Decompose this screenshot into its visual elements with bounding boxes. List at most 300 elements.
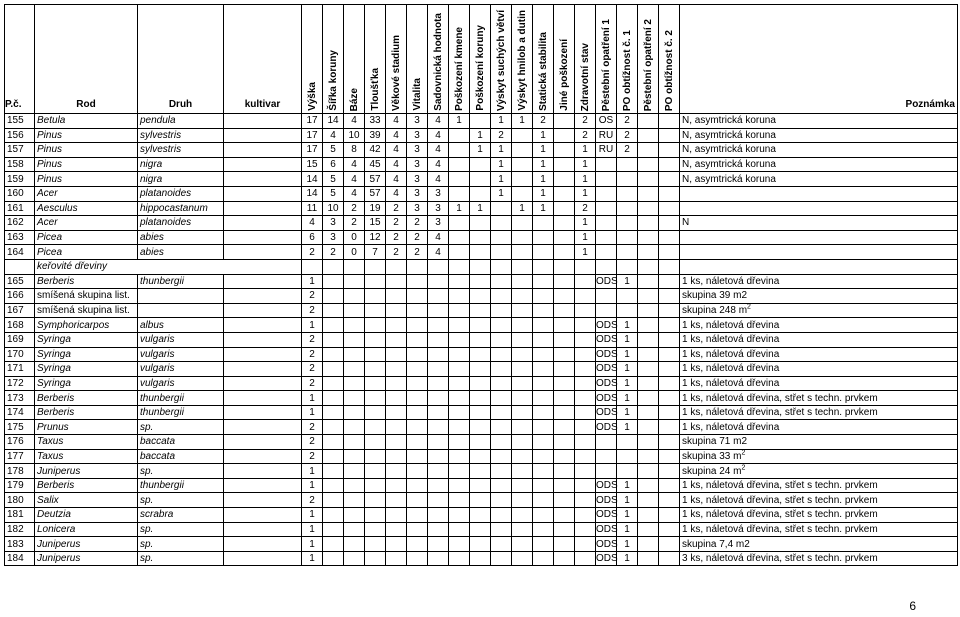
header-metric-label: Statická stabilita	[537, 32, 549, 111]
cell-metric	[428, 274, 449, 289]
header-metric-label: Pěstební opatření 2	[642, 18, 654, 111]
cell-metric	[554, 376, 575, 391]
cell-metric: 4	[323, 128, 344, 143]
cell-metric	[491, 245, 512, 260]
header-metric-label: Poškození kmene	[453, 27, 465, 111]
cell-metric: ODS	[596, 407, 618, 419]
cell-note	[680, 332, 958, 347]
cell-metric	[344, 420, 365, 435]
cell-metric	[638, 216, 659, 231]
cell-metric: 2	[386, 245, 407, 260]
header-metric	[533, 5, 554, 114]
cell-metric	[344, 362, 365, 377]
cell-metric: 2	[617, 114, 638, 129]
cell-metric	[659, 464, 680, 479]
cell-metric: 4	[386, 186, 407, 201]
header-metric-label: Věkové stadium	[390, 34, 402, 111]
cell-pc: 165	[5, 274, 35, 289]
cell-metric	[554, 274, 575, 289]
cell-kultivar	[224, 376, 302, 391]
cell-metric: 2	[302, 303, 323, 318]
cell-metric: 1	[491, 143, 512, 158]
cell-metric	[344, 405, 365, 420]
cell-metric: 1	[575, 216, 596, 231]
cell-metric	[344, 303, 365, 318]
cell-metric	[617, 216, 638, 231]
cell-rod: Syringa	[35, 347, 138, 362]
cell-rod: Taxus	[35, 449, 138, 464]
note-text: 1 ks, náletová dřevina, střet s techn. prvkem	[682, 480, 878, 492]
cell-metric	[449, 449, 470, 464]
cell-metric	[638, 274, 659, 289]
cell-metric	[365, 551, 386, 566]
cell-metric	[512, 172, 533, 187]
cell-metric: 1	[617, 332, 638, 347]
cell-metric	[470, 332, 491, 347]
cell-note	[680, 551, 958, 566]
cell-metric	[449, 464, 470, 479]
note-text: skupina 248 m	[682, 305, 748, 317]
cell-metric	[491, 522, 512, 537]
cell-metric	[575, 551, 596, 566]
header-metric	[449, 5, 470, 114]
note-text: skupina 7,4 m2	[682, 538, 750, 550]
cell-metric	[428, 318, 449, 333]
cell-metric: 1	[617, 376, 638, 391]
cell-metric	[512, 478, 533, 493]
cell-metric	[638, 522, 659, 537]
table-row	[5, 289, 958, 304]
cell-note	[680, 391, 958, 406]
cell-metric: 3	[407, 172, 428, 187]
header-pc: P.č.	[5, 5, 35, 114]
table-row	[5, 230, 958, 245]
cell-metric	[386, 289, 407, 304]
cell-note	[680, 362, 958, 377]
cell-kultivar	[224, 216, 302, 231]
cell-druh: thunbergii	[138, 391, 224, 406]
cell-metric	[386, 362, 407, 377]
table-row	[5, 274, 958, 289]
cell-note: N, asymtrická koruna	[680, 143, 958, 158]
cell-kultivar	[224, 201, 302, 216]
cell-metric	[449, 508, 470, 523]
cell-metric: 1	[533, 143, 554, 158]
note-text: 1 ks, náletová dřevina, střet s techn. prvkem	[682, 509, 878, 521]
cell-metric	[344, 376, 365, 391]
cell-metric	[596, 464, 617, 479]
cell-metric	[470, 493, 491, 508]
cell-metric	[512, 435, 533, 450]
cell-rod: Berberis	[35, 391, 138, 406]
header-metric-label: Poškození koruny	[474, 25, 486, 111]
cell-metric	[449, 537, 470, 552]
cell-metric	[407, 435, 428, 450]
section-row	[5, 259, 958, 274]
cell-metric: 1	[491, 186, 512, 201]
cell-metric	[344, 551, 365, 566]
cell-metric	[428, 435, 449, 450]
cell-pc: 155	[5, 114, 35, 129]
cell-metric: ODS	[596, 348, 618, 360]
cell-metric: 1	[470, 128, 491, 143]
cell-metric: OS	[596, 114, 617, 129]
cell-metric	[365, 449, 386, 464]
cell-metric	[554, 551, 575, 566]
cell-metric: 1	[575, 157, 596, 172]
cell-pc: 167	[5, 303, 35, 318]
table-row	[5, 332, 958, 347]
cell-metric	[323, 449, 344, 464]
cell-druh: pendula	[138, 114, 224, 129]
cell-metric: ODS	[596, 538, 618, 550]
note-text: 1 ks, náletová dřevina, střet s techn. prvkem	[682, 523, 878, 535]
cell-metric	[365, 435, 386, 450]
cell-metric	[659, 216, 680, 231]
cell-metric	[554, 332, 575, 347]
cell-metric	[491, 289, 512, 304]
cell-note	[680, 405, 958, 420]
cell-metric: 1	[617, 478, 638, 493]
cell-metric	[554, 201, 575, 216]
cell-metric: 1	[617, 522, 638, 537]
cell-metric	[386, 332, 407, 347]
cell-note	[680, 318, 958, 333]
cell-pc: 170	[5, 347, 35, 362]
cell-metric: 4	[428, 143, 449, 158]
table-row	[5, 405, 958, 420]
cell-metric	[554, 435, 575, 450]
cell-metric	[554, 537, 575, 552]
cell-metric: 33	[365, 114, 386, 129]
cell-metric	[554, 478, 575, 493]
cell-metric	[428, 478, 449, 493]
cell-metric	[470, 391, 491, 406]
cell-metric	[407, 318, 428, 333]
header-metric-label: Šířka koruny	[327, 50, 339, 111]
cell-metric	[386, 551, 407, 566]
header-kultivar: kultivar	[224, 5, 302, 114]
cell-metric	[470, 405, 491, 420]
cell-metric	[323, 391, 344, 406]
cell-metric: 4	[386, 157, 407, 172]
cell-metric	[512, 318, 533, 333]
cell-rod: Salix	[35, 493, 138, 508]
cell-metric	[449, 347, 470, 362]
cell-metric: 1	[449, 114, 470, 129]
cell-druh: sp.	[138, 420, 224, 435]
cell-metric	[533, 522, 554, 537]
cell-metric: ODS	[596, 509, 618, 521]
cell-metric	[659, 347, 680, 362]
cell-metric: 1	[302, 318, 323, 333]
cell-metric	[365, 391, 386, 406]
cell-metric: 2	[302, 245, 323, 260]
cell-metric: 0	[344, 245, 365, 260]
cell-note	[680, 435, 958, 450]
cell-metric	[449, 332, 470, 347]
cell-metric	[323, 289, 344, 304]
header-metric-label: Tloušťka	[369, 68, 381, 111]
cell-metric	[512, 551, 533, 566]
cell-note	[680, 449, 958, 464]
cell-rod: Acer	[35, 186, 138, 201]
cell-metric	[344, 508, 365, 523]
note-text: skupina 39 m2	[682, 290, 748, 302]
cell-metric	[344, 318, 365, 333]
cell-metric	[638, 551, 659, 566]
cell-metric	[617, 245, 638, 260]
cell-druh: vulgaris	[138, 347, 224, 362]
cell-metric	[470, 551, 491, 566]
cell-pc: 166	[5, 289, 35, 304]
cell-druh: platanoides	[138, 216, 224, 231]
cell-metric: 10	[323, 201, 344, 216]
cell-metric: 3	[407, 128, 428, 143]
cell-metric	[386, 493, 407, 508]
cell-metric	[491, 362, 512, 377]
cell-metric: 1	[617, 391, 638, 406]
cell-kultivar	[224, 449, 302, 464]
cell-metric	[449, 318, 470, 333]
cell-metric	[533, 493, 554, 508]
cell-metric	[365, 405, 386, 420]
cell-rod: Pinus	[35, 143, 138, 158]
cell-metric	[491, 391, 512, 406]
cell-metric	[638, 362, 659, 377]
cell-metric	[659, 143, 680, 158]
cell-metric	[323, 522, 344, 537]
cell-metric	[659, 391, 680, 406]
cell-metric: ODS	[596, 377, 618, 389]
cell-metric	[323, 332, 344, 347]
cell-druh	[138, 289, 224, 304]
cell-metric: 4	[428, 230, 449, 245]
cell-metric	[470, 435, 491, 450]
cell-metric	[470, 230, 491, 245]
cell-metric	[659, 508, 680, 523]
cell-metric	[449, 128, 470, 143]
cell-metric: RU	[596, 128, 617, 143]
cell-empty	[659, 259, 680, 274]
cell-metric	[533, 318, 554, 333]
cell-empty	[533, 259, 554, 274]
cell-metric	[491, 274, 512, 289]
cell-metric	[617, 201, 638, 216]
cell-pc: 177	[5, 449, 35, 464]
cell-metric: 3	[407, 114, 428, 129]
cell-metric: 1	[302, 464, 323, 479]
cell-metric	[638, 493, 659, 508]
cell-metric	[428, 551, 449, 566]
cell-pc: 157	[5, 143, 35, 158]
cell-metric	[470, 114, 491, 129]
cell-metric	[575, 274, 596, 289]
cell-metric	[470, 157, 491, 172]
cell-metric	[554, 289, 575, 304]
cell-rod: Picea	[35, 245, 138, 260]
cell-metric	[638, 157, 659, 172]
cell-kultivar	[224, 274, 302, 289]
cell-metric	[470, 245, 491, 260]
cell-metric	[407, 522, 428, 537]
cell-metric	[449, 376, 470, 391]
cell-metric: 1	[617, 420, 638, 435]
cell-metric	[659, 114, 680, 129]
cell-metric	[554, 405, 575, 420]
cell-druh: scrabra	[138, 508, 224, 523]
cell-metric	[638, 201, 659, 216]
cell-rod: Aesculus	[35, 201, 138, 216]
cell-metric: 1	[617, 274, 638, 289]
cell-metric: 0	[344, 230, 365, 245]
cell-druh: sylvestris	[138, 143, 224, 158]
cell-metric: 1	[449, 201, 470, 216]
cell-metric	[365, 318, 386, 333]
cell-metric: ODS	[596, 553, 618, 565]
cell-metric	[659, 332, 680, 347]
cell-druh: sp.	[138, 537, 224, 552]
cell-metric	[344, 522, 365, 537]
header-metric	[512, 5, 533, 114]
cell-druh: nigra	[138, 157, 224, 172]
cell-druh: thunbergii	[138, 405, 224, 420]
cell-metric	[596, 245, 617, 260]
cell-metric	[428, 508, 449, 523]
cell-metric: 39	[365, 128, 386, 143]
cell-metric: 3	[407, 201, 428, 216]
cell-metric	[323, 318, 344, 333]
cell-metric	[449, 274, 470, 289]
cell-pc: 164	[5, 245, 35, 260]
cell-metric	[617, 186, 638, 201]
cell-druh: thunbergii	[138, 478, 224, 493]
cell-kultivar	[224, 508, 302, 523]
cell-metric	[449, 172, 470, 187]
cell-metric	[659, 522, 680, 537]
cell-metric	[638, 114, 659, 129]
cell-kultivar	[224, 186, 302, 201]
header-metric	[575, 5, 596, 114]
cell-metric	[659, 537, 680, 552]
cell-rod: Lonicera	[35, 522, 138, 537]
note-superscript: 2	[741, 464, 746, 472]
table-row	[5, 508, 958, 523]
cell-metric	[491, 435, 512, 450]
cell-metric	[470, 347, 491, 362]
cell-metric	[533, 376, 554, 391]
cell-metric	[365, 420, 386, 435]
cell-kultivar	[224, 143, 302, 158]
cell-pc: 169	[5, 332, 35, 347]
cell-metric	[491, 478, 512, 493]
table-row	[5, 493, 958, 508]
cell-metric	[533, 420, 554, 435]
cell-metric	[386, 405, 407, 420]
note-text: skupina 24 m	[682, 465, 742, 477]
cell-note	[680, 508, 958, 523]
cell-metric: 1	[533, 157, 554, 172]
cell-metric	[596, 435, 617, 450]
cell-metric	[407, 347, 428, 362]
cell-kultivar	[224, 522, 302, 537]
cell-metric: 2	[575, 114, 596, 129]
cell-metric: 1	[533, 128, 554, 143]
cell-metric: 2	[407, 216, 428, 231]
cell-metric	[554, 508, 575, 523]
cell-metric	[533, 347, 554, 362]
cell-metric: 1	[491, 157, 512, 172]
cell-metric: 57	[365, 172, 386, 187]
header-metric-label: Zdravotní stav	[579, 42, 591, 111]
header-rod: Rod	[35, 5, 138, 114]
cell-pc: 178	[5, 464, 35, 479]
note-text: 1 ks, náletová dřevina	[682, 334, 780, 346]
cell-rod: Berberis	[35, 478, 138, 493]
cell-metric	[638, 449, 659, 464]
cell-metric: 1	[302, 508, 323, 523]
cell-metric	[323, 537, 344, 552]
cell-metric: 4	[386, 114, 407, 129]
cell-metric	[512, 143, 533, 158]
cell-metric	[407, 478, 428, 493]
cell-metric	[428, 362, 449, 377]
header-metric	[659, 5, 680, 114]
cell-metric	[533, 230, 554, 245]
cell-metric: 3	[323, 230, 344, 245]
cell-kultivar	[224, 478, 302, 493]
cell-empty	[428, 259, 449, 274]
cell-metric	[533, 537, 554, 552]
cell-metric	[491, 464, 512, 479]
cell-metric	[386, 522, 407, 537]
cell-metric	[407, 332, 428, 347]
cell-metric: 1	[302, 391, 323, 406]
cell-metric: 4	[302, 216, 323, 231]
cell-metric: 2	[302, 420, 323, 435]
cell-metric	[575, 303, 596, 318]
cell-metric	[512, 289, 533, 304]
cell-metric	[365, 362, 386, 377]
cell-metric	[617, 435, 638, 450]
cell-metric	[554, 128, 575, 143]
cell-metric	[470, 537, 491, 552]
cell-metric	[575, 362, 596, 377]
cell-metric	[407, 537, 428, 552]
cell-kultivar	[224, 245, 302, 260]
cell-metric: 2	[617, 128, 638, 143]
cell-metric: 3	[323, 216, 344, 231]
header-metric	[491, 5, 512, 114]
cell-note	[680, 347, 958, 362]
cell-metric	[596, 157, 617, 172]
cell-rod: Acer	[35, 216, 138, 231]
cell-metric	[575, 537, 596, 552]
cell-metric	[491, 420, 512, 435]
cell-metric: 1	[302, 522, 323, 537]
cell-metric: 2	[302, 435, 323, 450]
cell-metric	[344, 478, 365, 493]
cell-metric	[323, 376, 344, 391]
cell-druh: sp.	[138, 522, 224, 537]
table-row	[5, 478, 958, 493]
cell-metric: 4	[428, 128, 449, 143]
cell-metric	[533, 245, 554, 260]
cell-metric	[407, 391, 428, 406]
cell-metric	[554, 172, 575, 187]
cell-metric	[386, 420, 407, 435]
header-metric	[470, 5, 491, 114]
